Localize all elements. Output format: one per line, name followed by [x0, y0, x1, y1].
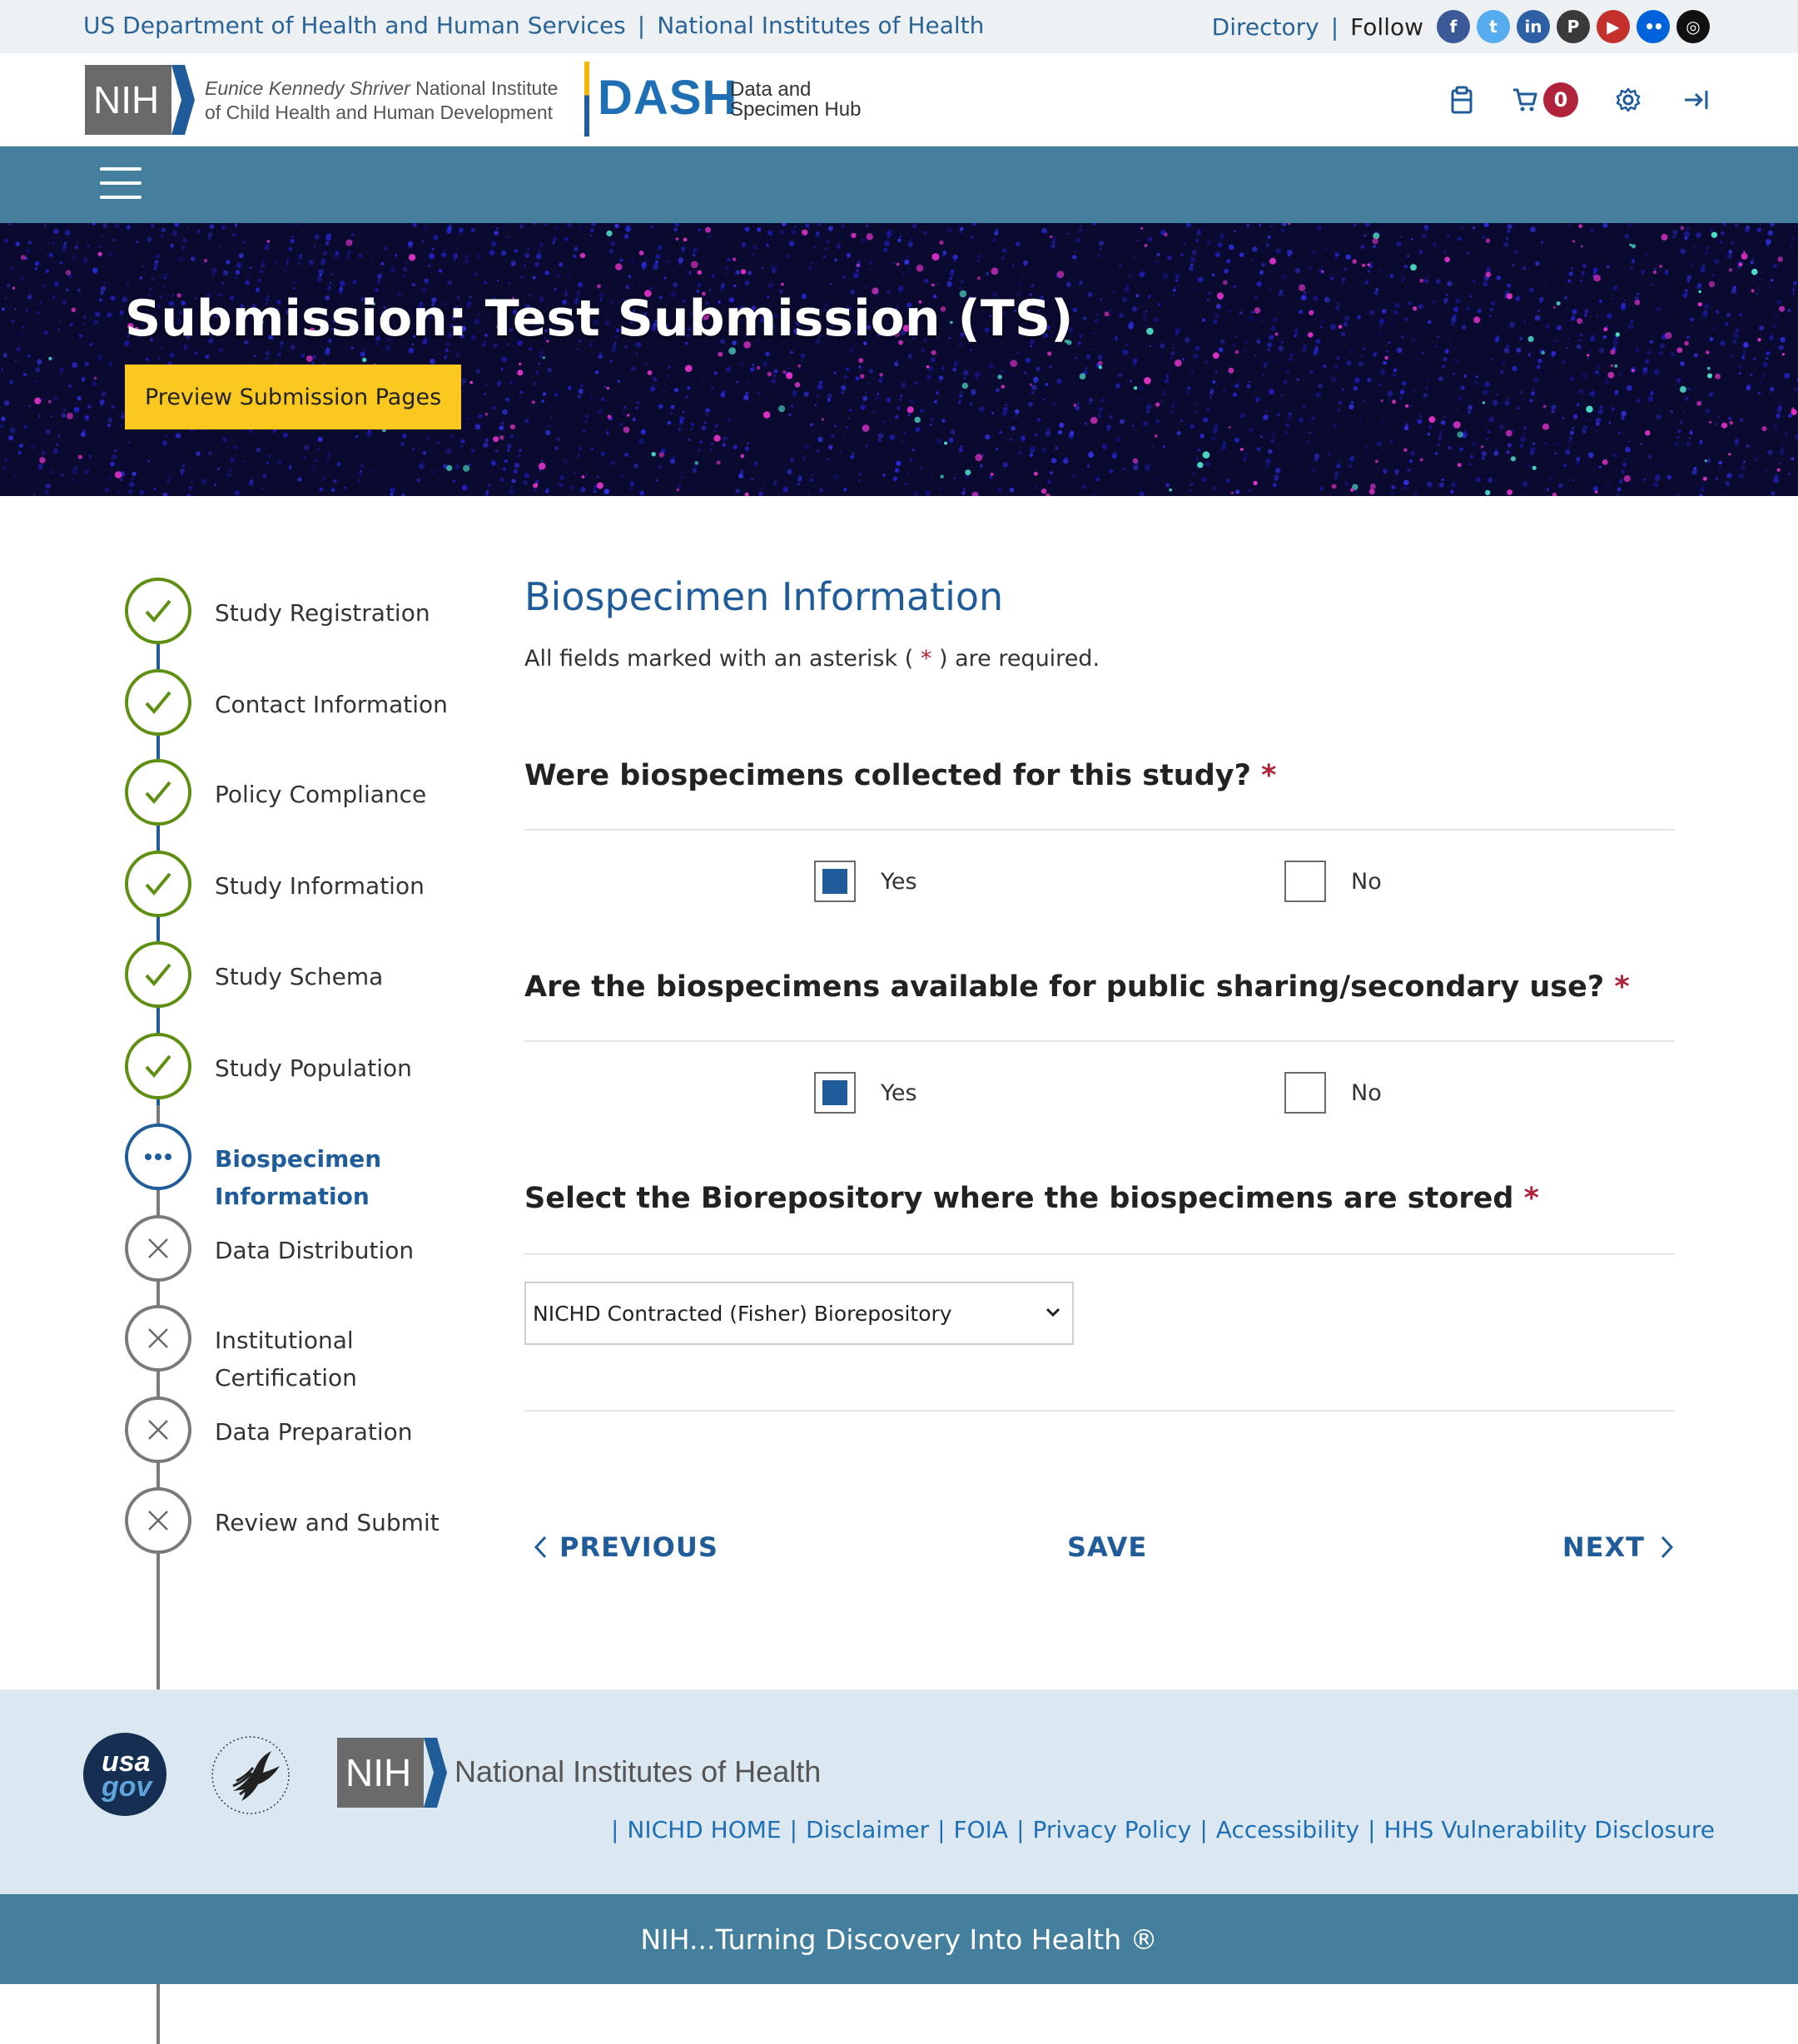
usagov-logo[interactable]: usa gov	[83, 1733, 166, 1816]
close-icon	[125, 1215, 191, 1282]
collected-yes-checkbox[interactable]	[814, 861, 856, 902]
in-progress-icon	[125, 1124, 191, 1190]
step-label: Data Distribution	[215, 1237, 415, 1264]
utility-left-links	[83, 12, 984, 39]
youtube-icon[interactable]: ▶	[1597, 10, 1630, 43]
twitter-icon[interactable]: t	[1477, 10, 1510, 43]
divider	[524, 1040, 1675, 1042]
question-public-sharing: Are the biospecimens available for public sharing/secondary use? *	[524, 970, 1630, 1004]
footer-link-accessibility[interactable]: Accessibility	[1215, 1816, 1360, 1843]
check-icon	[125, 941, 191, 1008]
directory-link[interactable]: Directory	[1211, 12, 1319, 41]
main-nav-bar	[0, 146, 1798, 223]
biorepository-select[interactable]	[524, 1282, 1074, 1345]
footer-nih-name: National Institutes of Health	[454, 1754, 822, 1788]
step-label: Study Population	[215, 1054, 412, 1082]
chevron-down-icon	[1044, 1303, 1062, 1322]
close-icon	[125, 1487, 191, 1554]
dash-subtitle	[730, 80, 861, 120]
check-icon	[125, 669, 191, 736]
site-header	[0, 53, 1798, 146]
chevron-left-icon	[533, 1535, 549, 1560]
instagram-icon[interactable]: ◎	[1676, 10, 1710, 43]
footer-nih-logo[interactable]	[337, 1738, 447, 1808]
sharing-yes-option[interactable]	[814, 1072, 917, 1114]
save-button[interactable]: SAVE	[1067, 1531, 1148, 1563]
nih-logo-text: NIH	[93, 78, 160, 122]
footer-link-hhs-vulnerability-disclosure[interactable]: HHS Vulnerability Disclosure	[1383, 1816, 1715, 1843]
follow-label: Follow	[1350, 12, 1423, 41]
utility-right	[1212, 10, 1710, 43]
cart-count-badge: 0	[1543, 82, 1578, 117]
step-label: Policy Compliance	[215, 781, 427, 808]
social-icons	[1430, 10, 1710, 43]
step-label: Data Preparation	[215, 1418, 413, 1446]
separator: |	[937, 1816, 946, 1843]
check-icon	[125, 578, 191, 644]
divider	[524, 1410, 1675, 1411]
close-icon	[125, 1397, 191, 1463]
sharing-yes-label: Yes	[881, 1079, 917, 1106]
collected-no-label: No	[1351, 868, 1382, 895]
nih-logo[interactable]	[85, 65, 195, 135]
footer-link-foia[interactable]: FOIA	[953, 1816, 1009, 1843]
footer-tagline: NIH...Turning Discovery Into Health ®	[0, 1894, 1798, 1984]
sharing-no-option[interactable]	[1284, 1072, 1382, 1114]
collected-yes-option[interactable]	[814, 861, 917, 902]
step-label: Study Registration	[215, 599, 430, 627]
hero-banner	[0, 223, 1798, 496]
svg-text:NIH: NIH	[345, 1751, 412, 1794]
institute-italic: Eunice Kennedy Shriver	[205, 77, 410, 99]
dash-logo[interactable]: DASH	[598, 71, 738, 125]
next-button[interactable]: NEXT	[1562, 1531, 1675, 1563]
site-footer	[0, 1689, 1798, 1894]
sharing-yes-checkbox[interactable]	[814, 1072, 856, 1114]
section-title: Biospecimen Information	[524, 574, 1004, 619]
footer-links	[603, 1816, 1715, 1843]
footer-link-nichd-home[interactable]: NICHD HOME	[627, 1816, 782, 1843]
previous-button[interactable]: PREVIOUS	[533, 1531, 718, 1563]
institute-line1: National Institute	[410, 77, 559, 99]
page-title: Submission: Test Submission (TS)	[125, 290, 1074, 348]
collected-yes-label: Yes	[881, 868, 917, 895]
dash-subtitle-line2: Specimen Hub	[730, 98, 862, 121]
cart-icon[interactable]	[1512, 82, 1578, 118]
divider	[524, 1253, 1675, 1255]
sharing-no-label: No	[1351, 1079, 1382, 1106]
check-icon	[125, 759, 191, 826]
linkedin-icon[interactable]: in	[1517, 10, 1550, 43]
step-label: Study Information	[215, 872, 425, 900]
footer-link-disclaimer[interactable]: Disclaimer	[806, 1816, 930, 1843]
close-icon	[125, 1305, 191, 1372]
biorepository-selected-value: NICHD Contracted (Fisher) Biorepository	[533, 1301, 952, 1326]
question-collected: Were biospecimens collected for this study? *	[524, 759, 1277, 792]
divider	[524, 829, 1675, 831]
gear-icon[interactable]	[1610, 82, 1647, 118]
separator: |	[610, 1816, 619, 1843]
question-biorepository: Select the Biorepository where the biospecimens are stored *	[524, 1182, 1539, 1215]
institute-line2: of Child Health and Human Development	[205, 102, 554, 123]
separator: |	[1016, 1816, 1025, 1843]
required-note: All fields marked with an asterisk ( * ) are required.	[524, 646, 1100, 672]
collected-no-option[interactable]	[1284, 861, 1382, 902]
check-icon	[125, 851, 191, 917]
nih-link[interactable]: National Institutes of Health	[657, 12, 985, 39]
hhs-link[interactable]: US Department of Health and Human Services	[83, 12, 626, 39]
dash-subtitle-line1: Data and	[730, 78, 812, 101]
facebook-icon[interactable]: f	[1437, 10, 1470, 43]
clipboard-icon[interactable]	[1443, 82, 1480, 118]
step-label: Study Schema	[215, 963, 384, 990]
preview-submission-button[interactable]: Preview Submission Pages	[125, 365, 461, 429]
dash-logo-bar	[584, 62, 589, 136]
flickr-icon[interactable]: ••	[1637, 10, 1670, 43]
sharing-no-checkbox[interactable]	[1284, 1072, 1326, 1114]
step-label: Contact Information	[215, 691, 448, 718]
header-icons	[1412, 82, 1715, 118]
separator: |	[1330, 12, 1339, 41]
pinterest-icon[interactable]: P	[1557, 10, 1590, 43]
separator: |	[637, 12, 646, 39]
step-label: Biospecimen Information	[215, 1145, 382, 1210]
separator: |	[789, 1816, 798, 1843]
step-label: Institutional Certification	[215, 1327, 357, 1392]
separator: |	[1368, 1816, 1376, 1843]
institute-name	[205, 77, 558, 125]
hero-background-image	[0, 223, 1798, 496]
footer-link-privacy-policy[interactable]: Privacy Policy	[1032, 1816, 1192, 1843]
hhs-seal-icon[interactable]	[208, 1733, 293, 1818]
utility-bar	[0, 0, 1798, 53]
collected-no-checkbox[interactable]	[1284, 861, 1326, 902]
separator: |	[1199, 1816, 1208, 1843]
chevron-right-icon	[1658, 1535, 1675, 1560]
step-label: Review and Submit	[215, 1509, 440, 1536]
check-icon	[125, 1033, 191, 1099]
login-icon[interactable]	[1678, 82, 1715, 118]
hamburger-menu-icon[interactable]	[100, 167, 142, 201]
